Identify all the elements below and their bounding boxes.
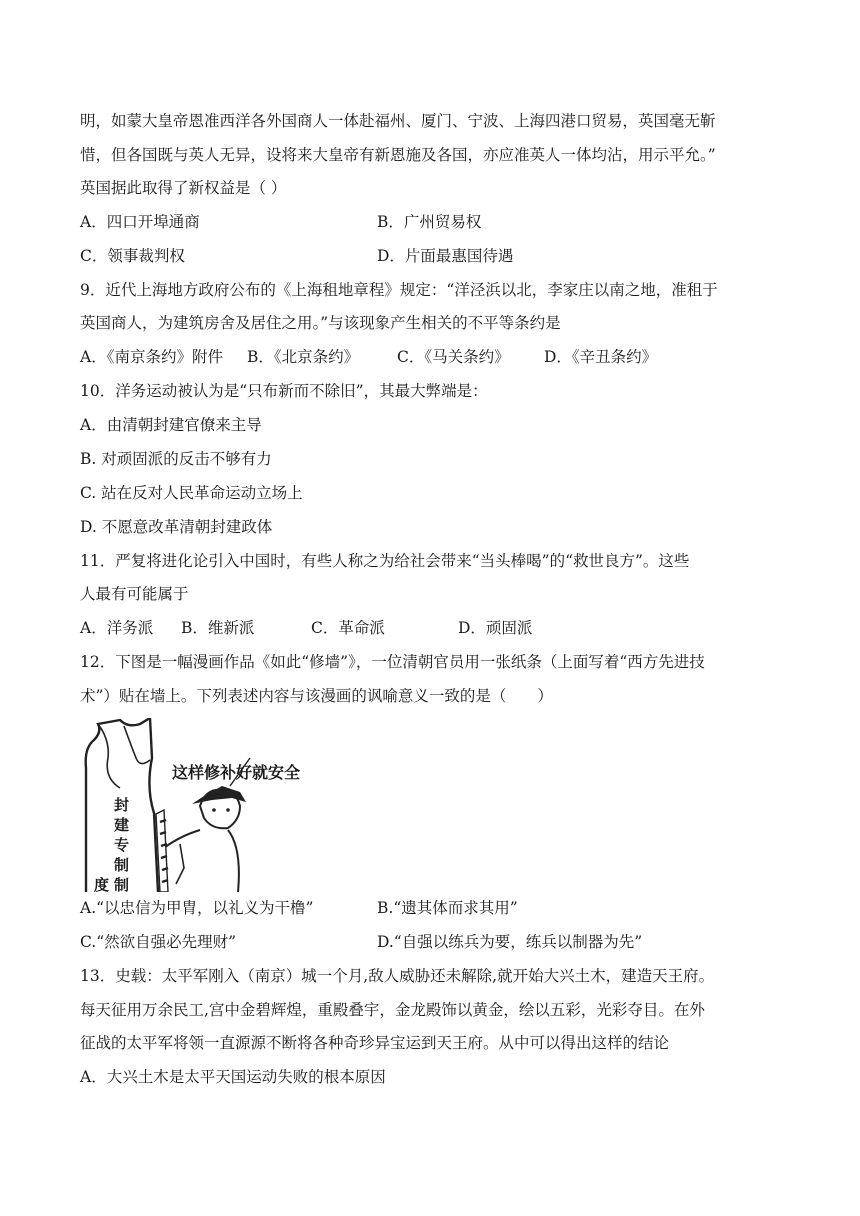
q8-options-row-1 [80, 211, 780, 233]
q12-options-row-1 [80, 897, 780, 919]
q12-option-a[interactable]: A.“以忠信为甲胄，以礼义为干橹” [80, 899, 314, 917]
q12-option-d[interactable]: D.“自强以练兵为要，练兵以制器为先” [377, 933, 643, 951]
q12-option-c[interactable]: C.“然欲自强必先理财” [80, 933, 237, 951]
q8-option-d[interactable]: D．片面最惠国待遇 [377, 247, 514, 265]
cartoon-wall-char-6: 度 [94, 876, 110, 894]
q10-option-c[interactable]: C. 站在反对人民革命运动立场上 [80, 484, 303, 502]
q8-stem-line-2: 惜，但各国既与英人无异，设将来大皇帝有新恩施及各国，亦应准英人一体均沾，用示平允。” [80, 146, 716, 164]
q9-option-d[interactable]: D．《辛丑条约》 [544, 348, 658, 366]
q11-stem-line-1: 11．严复将进化论引入中国时，有些人称之为给社会带来“当头棒喝”的“救世良方”。这些 [80, 552, 690, 570]
q9-option-b[interactable]: B．《北京条约》 [247, 348, 360, 366]
q9-option-c[interactable]: C．《马关条约》 [397, 348, 510, 366]
q13-stem-line-2: 每天征用万余民工,宫中金碧辉煌，重殿叠宇，金龙殿饰以黄金，绘以五彩，光彩夺目。在外 [80, 1001, 705, 1019]
q13-stem-line-1: 13．史载：太平军刚入（南京）城一个月,敌人威胁还未解除,就开始大兴土木，建造天王府。 [80, 967, 715, 985]
q11-option-d[interactable]: D．顽固派 [458, 619, 533, 637]
q8-stem-line-1: 明，如蒙大皇帝恩准西洋各外国商人一体赴福州、厦门、宁波、上海四港口贸易，英国毫无靳 [80, 112, 716, 130]
q13-option-a[interactable]: A．大兴土木是太平天国运动失败的根本原因 [80, 1068, 386, 1086]
q12-options-row-2 [80, 931, 780, 953]
q11-option-a[interactable]: A．洋务派 [80, 619, 154, 637]
q12-stem-line-1: 12．下图是一幅漫画作品《如此“修墙”》，一位清朝官员用一张纸条（上面写着“西方先进技 [80, 653, 705, 671]
cartoon-wall-char-5: 制 [114, 876, 130, 894]
q8-options-row-2 [80, 245, 780, 267]
q10-stem: 10．洋务运动被认为是“只布新而不除旧”，其最大弊端是： [80, 382, 488, 400]
cartoon-wall-char-4: 制 [114, 856, 130, 874]
q10-option-b[interactable]: B. 对顽固派的反击不够有力 [80, 450, 272, 468]
cartoon-wall-char-1: 封 [114, 796, 130, 814]
q8-option-a[interactable]: A．四口开埠通商 [80, 213, 200, 231]
q8-stem-line-3: 英国据此取得了新权益是（ ） [80, 179, 287, 197]
q11-stem-line-2: 人最有可能属于 [80, 585, 189, 603]
q9-option-a[interactable]: A．《南京条约》附件 [80, 348, 223, 366]
q11-option-b[interactable]: B．维新派 [181, 619, 255, 637]
cartoon-speech-text: 这样修补好就安全 [172, 763, 301, 782]
cartoon-wall-char-2: 建 [114, 816, 130, 834]
q9-stem-line-1: 9．近代上海地方政府公布的《上海租地章程》规定：“洋泾浜以北，李家庄以南之地，准租于 [80, 281, 718, 299]
q10-option-d[interactable]: D. 不愿意改革清朝封建政体 [80, 518, 273, 536]
q12-option-b[interactable]: B.“遗其体而求其用” [377, 899, 518, 917]
q13-stem-line-3: 征战的太平军将领一直源源不断将各种奇珍异宝运到天王府。从中可以得出这样的结论 [80, 1034, 670, 1052]
q11-option-c[interactable]: C．革命派 [311, 619, 385, 637]
q8-option-b[interactable]: B．广州贸易权 [377, 213, 482, 231]
cartoon-wall-char-3: 专 [114, 836, 130, 854]
q9-stem-line-2: 英国商人，为建筑房舍及居住之用。”与该现象产生相关的不平等条约是 [80, 314, 561, 332]
q12-cartoon-image [80, 718, 320, 892]
q10-option-a[interactable]: A．由清朝封建官僚来主导 [80, 416, 262, 434]
q12-stem-line-2: 术”）贴在墙上。下列表述内容与该漫画的讽喻意义一致的是（ ） [80, 687, 553, 705]
q8-option-c[interactable]: C．领事裁判权 [80, 247, 185, 265]
